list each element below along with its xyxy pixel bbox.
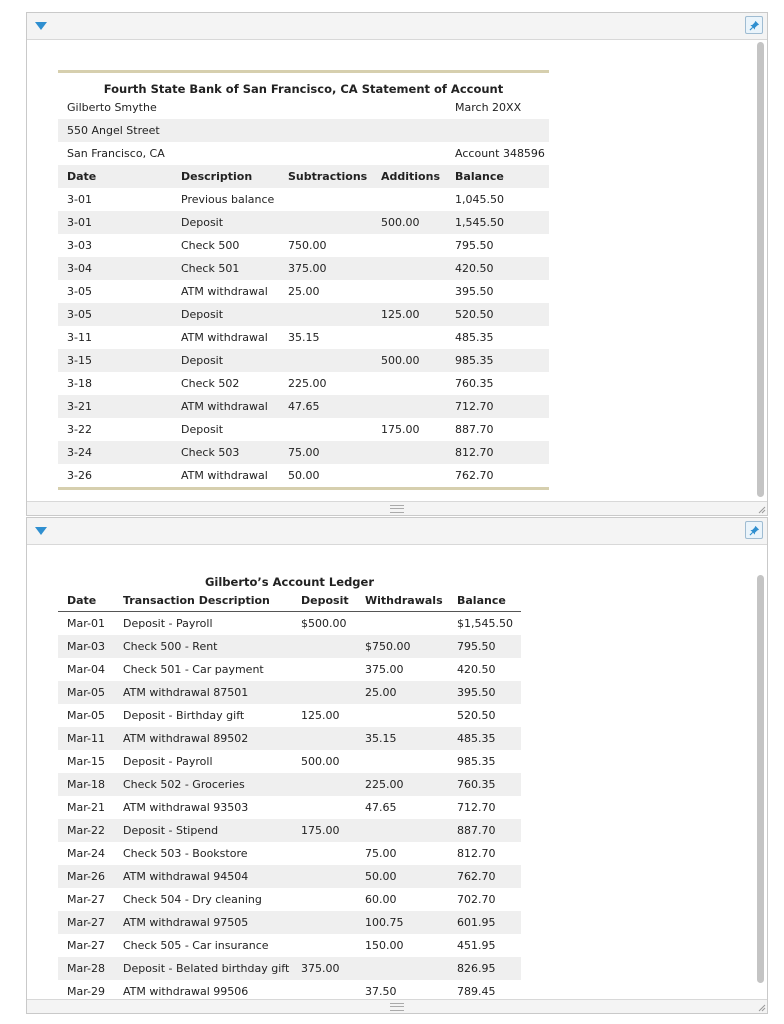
table-row: [58, 464, 549, 487]
table-cell: Check 504 - Dry cleaning: [123, 893, 262, 906]
table-row: [58, 819, 521, 842]
ledger-table: [58, 590, 521, 999]
table-cell: [292, 911, 356, 934]
table-cell: 485.35: [455, 331, 494, 344]
table-cell: 3-21: [67, 400, 92, 413]
table-cell: Mar-05: [67, 709, 106, 722]
table-row: [58, 727, 521, 750]
table-cell: 60.00: [365, 893, 397, 906]
table-cell: 3-26: [67, 469, 92, 482]
table-cell: Check 500 - Rent: [123, 640, 218, 653]
grip-icon[interactable]: [390, 1003, 404, 1011]
table-cell: Deposit - Belated birthday gift: [123, 962, 290, 975]
table-cell: Deposit - Payroll: [123, 755, 213, 768]
table-cell: Mar-26: [67, 870, 106, 883]
table-cell: $1,545.50: [457, 617, 513, 630]
table-cell: [356, 819, 448, 842]
table-cell: 25.00: [288, 285, 320, 298]
table-cell: 887.70: [457, 824, 496, 837]
table-cell: 985.35: [455, 354, 494, 367]
table-row: [58, 635, 521, 658]
table-row: [58, 418, 549, 441]
table-cell: [292, 796, 356, 819]
table-cell: Mar-05: [67, 686, 106, 699]
table-cell: [372, 464, 446, 487]
column-header: Withdrawals: [356, 590, 448, 612]
table-cell: 702.70: [457, 893, 496, 906]
table-cell: [372, 441, 446, 464]
street-address: 550 Angel Street: [67, 124, 160, 137]
table-cell: Deposit - Payroll: [123, 617, 213, 630]
table-cell: 100.75: [365, 916, 404, 929]
statement-column-headers: [58, 165, 549, 188]
table-cell: Mar-27: [67, 939, 106, 952]
table-cell: [356, 612, 448, 636]
column-header: Description: [181, 170, 253, 183]
statement-title: Fourth State Bank of San Francisco, CA Statement of Account: [103, 82, 504, 96]
table-cell: 47.65: [365, 801, 397, 814]
table-cell: 750.00: [288, 239, 327, 252]
table-cell: ATM withdrawal 93503: [123, 801, 249, 814]
table-cell: 3-18: [67, 377, 92, 390]
table-cell: Mar-29: [67, 985, 106, 998]
pin-icon: [749, 20, 760, 31]
statement-panel: [26, 12, 768, 516]
table-cell: Deposit - Birthday gift: [123, 709, 245, 722]
table-cell: 1,545.50: [455, 216, 505, 229]
table-cell: 125.00: [381, 308, 420, 321]
table-cell: 762.70: [455, 469, 494, 482]
table-cell: 795.50: [455, 239, 494, 252]
table-cell: Mar-24: [67, 847, 106, 860]
table-row: [58, 842, 521, 865]
table-cell: 500.00: [301, 755, 340, 768]
table-cell: 3-04: [67, 262, 92, 275]
chevron-down-icon[interactable]: [35, 22, 47, 30]
ledger-panel-header: [27, 518, 767, 545]
table-cell: [356, 750, 448, 773]
table-cell: Deposit: [181, 354, 224, 367]
table-cell: ATM withdrawal: [181, 285, 268, 298]
statement-panel-content: [27, 40, 753, 501]
table-cell: 175.00: [381, 423, 420, 436]
resize-icon[interactable]: [756, 504, 766, 514]
table-cell: ATM withdrawal 87501: [123, 686, 249, 699]
account-ledger: [58, 575, 521, 999]
table-cell: 3-01: [67, 216, 92, 229]
scrollbar-thumb[interactable]: [757, 575, 764, 983]
table-cell: 520.50: [455, 308, 494, 321]
table-cell: [372, 280, 446, 303]
table-row: [58, 957, 521, 980]
vertical-scrollbar[interactable]: [756, 40, 765, 501]
table-cell: 75.00: [365, 847, 397, 860]
table-cell: 601.95: [457, 916, 496, 929]
table-cell: 395.50: [457, 686, 496, 699]
table-cell: Mar-01: [67, 617, 106, 630]
table-cell: 3-22: [67, 423, 92, 436]
table-cell: Mar-11: [67, 732, 106, 745]
table-row: [58, 349, 549, 372]
table-cell: Deposit: [181, 216, 224, 229]
account-number: Account 348596: [455, 147, 545, 160]
table-row: [58, 280, 549, 303]
table-row: [58, 372, 549, 395]
column-header: Deposit: [292, 590, 356, 612]
table-cell: [372, 372, 446, 395]
table-cell: 50.00: [365, 870, 397, 883]
ledger-title: Gilberto’s Account Ledger: [204, 575, 374, 589]
table-cell: [279, 349, 372, 372]
table-cell: 3-15: [67, 354, 92, 367]
table-cell: 375.00: [288, 262, 327, 275]
table-row: [58, 681, 521, 704]
column-header: Balance: [448, 590, 521, 612]
table-cell: 812.70: [457, 847, 496, 860]
grip-icon[interactable]: [390, 505, 404, 513]
table-cell: 125.00: [301, 709, 340, 722]
table-cell: ATM withdrawal: [181, 331, 268, 344]
table-cell: [279, 303, 372, 326]
statement-table: [58, 96, 549, 487]
table-cell: Mar-21: [67, 801, 106, 814]
table-cell: [356, 704, 448, 727]
table-row: [58, 658, 521, 681]
table-cell: 150.00: [365, 939, 404, 952]
table-cell: 887.70: [455, 423, 494, 436]
table-row: [58, 934, 521, 957]
table-cell: [372, 188, 446, 211]
table-cell: 760.35: [457, 778, 496, 791]
table-row: [58, 211, 549, 234]
panel-footer: [27, 501, 767, 515]
table-cell: 3-05: [67, 308, 92, 321]
table-cell: 985.35: [457, 755, 496, 768]
vertical-scrollbar[interactable]: [756, 545, 765, 999]
table-cell: [279, 211, 372, 234]
table-cell: [292, 934, 356, 957]
table-cell: ATM withdrawal: [181, 469, 268, 482]
table-cell: 712.70: [457, 801, 496, 814]
table-cell: 712.70: [455, 400, 494, 413]
table-cell: [356, 957, 448, 980]
bank-statement: [58, 70, 549, 490]
table-cell: [372, 234, 446, 257]
table-cell: 826.95: [457, 962, 496, 975]
column-header: Additions: [381, 170, 440, 183]
pin-button[interactable]: [745, 521, 763, 539]
table-cell: [292, 888, 356, 911]
table-cell: 35.15: [288, 331, 320, 344]
table-row: [58, 704, 521, 727]
resize-icon[interactable]: [756, 1002, 766, 1012]
table-cell: Mar-22: [67, 824, 106, 837]
column-header: Transaction Description: [114, 590, 292, 612]
column-header: Date: [58, 590, 114, 612]
table-cell: 35.15: [365, 732, 397, 745]
table-cell: ATM withdrawal 89502: [123, 732, 249, 745]
table-cell: 37.50: [365, 985, 397, 998]
table-cell: [279, 418, 372, 441]
table-cell: Mar-03: [67, 640, 106, 653]
table-cell: ATM withdrawal: [181, 400, 268, 413]
table-row: [58, 234, 549, 257]
table-row: [58, 911, 521, 934]
table-cell: Check 500: [181, 239, 240, 252]
table-row: [58, 395, 549, 418]
column-header: Date: [67, 170, 97, 183]
customer-name: Gilberto Smythe: [67, 101, 157, 114]
table-cell: Mar-15: [67, 755, 106, 768]
table-cell: Previous balance: [181, 193, 275, 206]
table-cell: [372, 257, 446, 280]
table-cell: Check 505 - Car insurance: [123, 939, 269, 952]
table-cell: 395.50: [455, 285, 494, 298]
table-cell: Mar-04: [67, 663, 106, 676]
column-header: Subtractions: [288, 170, 368, 183]
table-cell: 500.00: [381, 216, 420, 229]
ledger-panel: [26, 517, 768, 1014]
table-cell: 375.00: [301, 962, 340, 975]
table-cell: ATM withdrawal 94504: [123, 870, 249, 883]
table-cell: 225.00: [365, 778, 404, 791]
table-cell: 3-03: [67, 239, 92, 252]
table-cell: [292, 773, 356, 796]
table-cell: Mar-28: [67, 962, 106, 975]
table-row: [58, 980, 521, 999]
table-cell: 1,045.50: [455, 193, 505, 206]
table-cell: [372, 326, 446, 349]
table-row: [58, 612, 521, 636]
table-cell: 3-05: [67, 285, 92, 298]
table-cell: [292, 658, 356, 681]
table-cell: 225.00: [288, 377, 327, 390]
statement-header-row: [58, 96, 549, 119]
table-cell: 3-11: [67, 331, 92, 344]
pin-button[interactable]: [745, 16, 763, 34]
table-cell: [279, 188, 372, 211]
scrollbar-thumb[interactable]: [757, 42, 764, 497]
table-cell: 451.95: [457, 939, 496, 952]
table-row: [58, 888, 521, 911]
table-cell: 812.70: [455, 446, 494, 459]
table-cell: $500.00: [301, 617, 347, 630]
table-cell: Check 502: [181, 377, 240, 390]
address-row: [58, 119, 549, 142]
table-cell: Mar-18: [67, 778, 106, 791]
table-cell: [372, 395, 446, 418]
table-cell: 375.00: [365, 663, 404, 676]
table-cell: 50.00: [288, 469, 320, 482]
table-cell: 47.65: [288, 400, 320, 413]
chevron-down-icon[interactable]: [35, 527, 47, 535]
table-cell: 520.50: [457, 709, 496, 722]
ledger-column-headers: [58, 590, 521, 612]
table-cell: 500.00: [381, 354, 420, 367]
city-row: [58, 142, 549, 165]
table-cell: Check 501: [181, 262, 240, 275]
table-cell: Check 501 - Car payment: [123, 663, 264, 676]
table-cell: 3-01: [67, 193, 92, 206]
table-cell: 795.50: [457, 640, 496, 653]
table-cell: 3-24: [67, 446, 92, 459]
table-cell: 420.50: [457, 663, 496, 676]
table-cell: Deposit - Stipend: [123, 824, 219, 837]
table-cell: Deposit: [181, 308, 224, 321]
table-cell: 420.50: [455, 262, 494, 275]
table-row: [58, 796, 521, 819]
table-cell: [292, 727, 356, 750]
table-cell: [292, 842, 356, 865]
table-cell: Mar-27: [67, 893, 106, 906]
panel-footer: [27, 999, 767, 1013]
table-cell: 760.35: [455, 377, 494, 390]
table-cell: 485.35: [457, 732, 496, 745]
table-cell: 789.45: [457, 985, 496, 998]
table-cell: Check 502 - Groceries: [123, 778, 245, 791]
table-row: [58, 773, 521, 796]
pin-icon: [749, 525, 760, 536]
table-cell: 25.00: [365, 686, 397, 699]
table-cell: 175.00: [301, 824, 340, 837]
ledger-panel-content: [27, 545, 753, 999]
table-cell: 75.00: [288, 446, 320, 459]
city: San Francisco, CA: [67, 147, 165, 160]
table-cell: 762.70: [457, 870, 496, 883]
table-cell: ATM withdrawal 99506: [123, 985, 249, 998]
table-row: [58, 326, 549, 349]
table-row: [58, 303, 549, 326]
table-row: [58, 441, 549, 464]
table-row: [58, 865, 521, 888]
statement-panel-header: [27, 13, 767, 40]
column-header: Balance: [455, 170, 504, 183]
table-cell: [292, 865, 356, 888]
table-row: [58, 188, 549, 211]
table-row: [58, 750, 521, 773]
table-cell: [292, 681, 356, 704]
table-cell: ATM withdrawal 97505: [123, 916, 249, 929]
table-cell: Mar-27: [67, 916, 106, 929]
statement-month: March 20XX: [455, 101, 522, 114]
table-cell: Check 503: [181, 446, 240, 459]
table-cell: [292, 635, 356, 658]
table-row: [58, 257, 549, 280]
table-cell: [292, 980, 356, 999]
table-cell: Deposit: [181, 423, 224, 436]
table-cell: $750.00: [365, 640, 411, 653]
table-cell: Check 503 - Bookstore: [123, 847, 248, 860]
